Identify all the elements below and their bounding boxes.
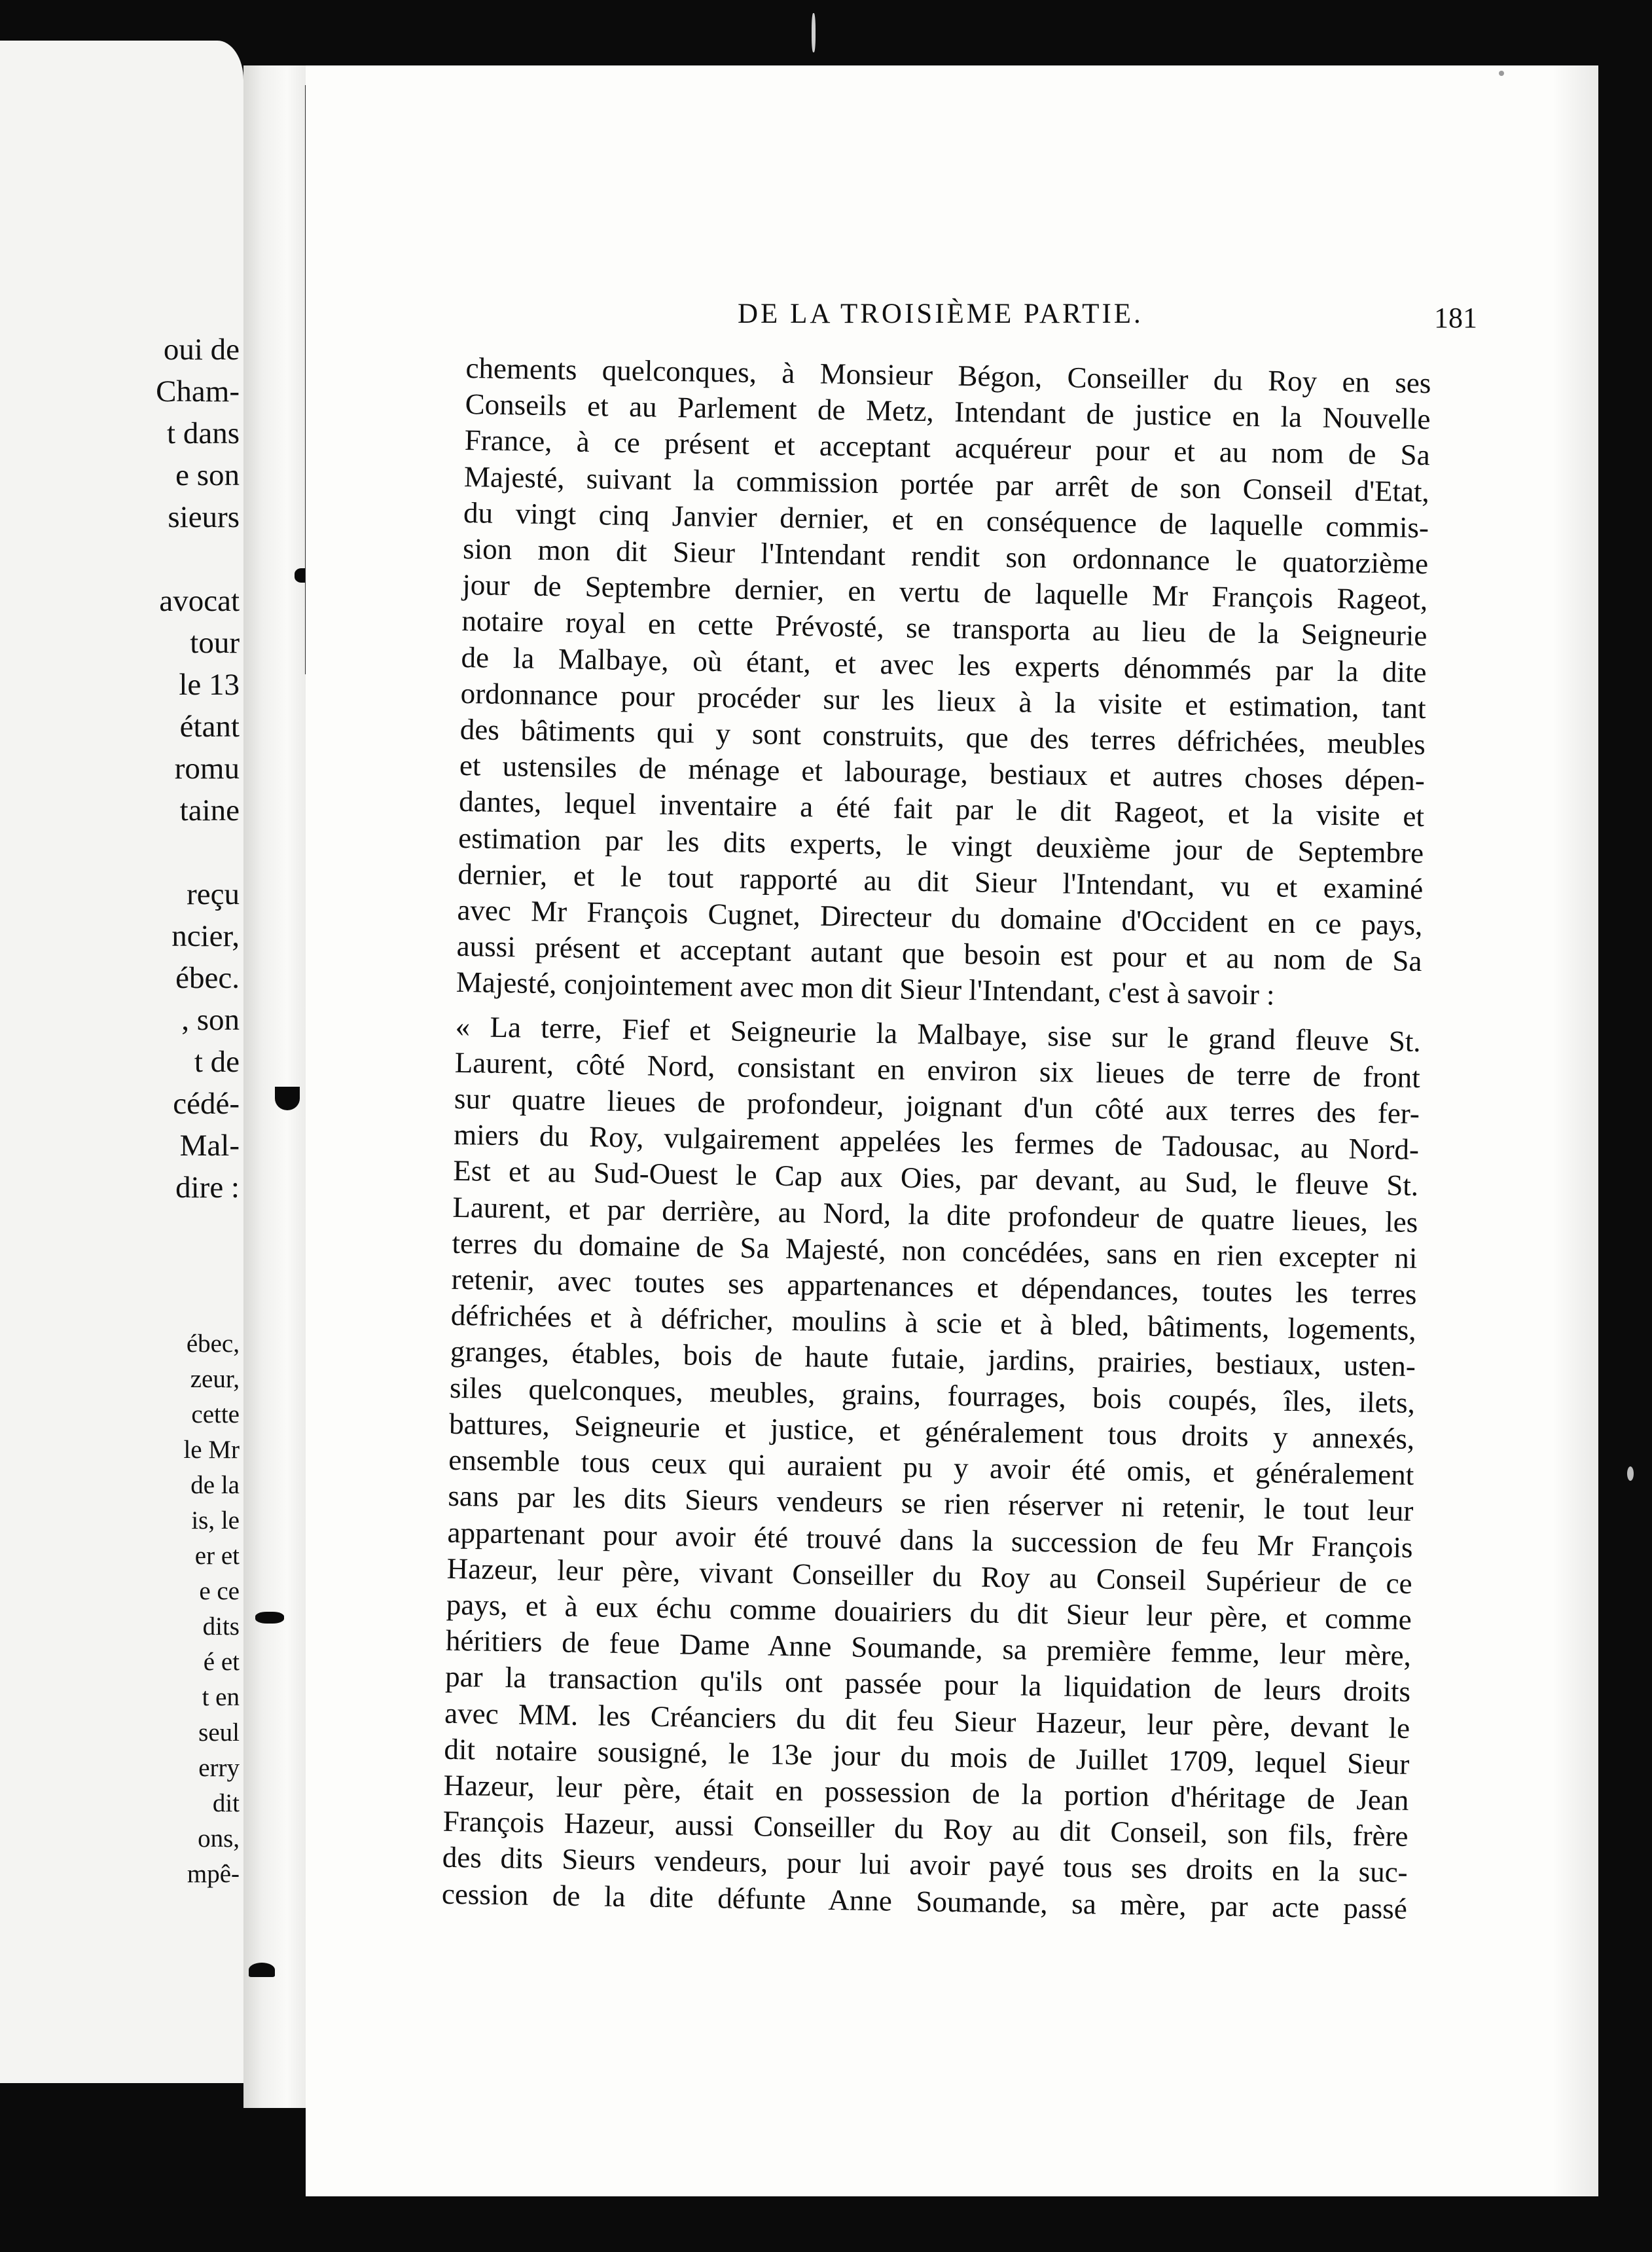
text-line: Laurent, côté Nord, consistant en environ six lieues de terre de front [454,1045,1421,1094]
left-footnote-line: ons, [198,1825,240,1853]
text-line: Hazeur, leur père, était en possession de la portion d'héritage de Jean [443,1768,1409,1817]
text-line: aussi présent et acceptant autant que besoin est pour et au nom de Sa [456,930,1422,978]
text-line: François Hazeur, aussi Conseiller du Roy au dit Conseil, son fils, frère [442,1804,1409,1853]
left-page-text [156,329,240,1892]
left-footnote-line: é et [203,1648,240,1676]
text-line: chements quelconques, à Monsieur Bégon, Conseiller du Roy en ses [465,351,1431,400]
left-footnote-line: e ce [199,1577,240,1605]
left-line: tour [190,626,240,660]
text-line: dernier, et le tout rapporté au dit Sieur l'Intendant, vu et examiné [458,857,1424,905]
left-line: étant [179,710,240,744]
left-line: Cham- [156,374,240,409]
scan-artifact [1627,1466,1634,1481]
text-line: du vingt cinq Janvier dernier, et en conséquence de laquelle commis- [463,496,1429,544]
left-line: ébec. [175,961,240,995]
text-line: battures, Seigneurie et justice, et généralement tous droits y annexés, [448,1407,1415,1455]
scan-artifact [812,13,816,52]
left-line: dire : [175,1171,240,1205]
text-line: « La terre, Fief et Seigneurie la Malbaye, sise sur le grand fleuve St. [455,1009,1421,1058]
text-line: jour de Septembre dernier, en vertu de laquelle Mr François Rageot, [461,568,1428,617]
left-line: t dans [167,416,240,450]
left-line-blank [156,831,240,873]
text-line: ensemble tous ceux qui auraient pu y avoir été omis, et généralement [448,1443,1414,1492]
text-line: dantes, lequel inventaire a été fait par le dit Rageot, et la visite et [458,785,1425,833]
text-line: sion mon dit Sieur l'Intendant rendit son ordonnance le quatorzième [462,532,1429,581]
text-line: siles quelconques, meubles, grains, fourrages, bois coupés, îles, ilets, [449,1371,1416,1419]
text-line: Majesté, suivant la commission portée par arrêt de son Conseil d'Etat, [463,460,1430,508]
text-line: Est et au Sud-Ouest le Cap aux Oies, par devant, au Sud, le fleuve St. [452,1154,1419,1203]
left-line: t de [194,1045,240,1079]
left-line: le 13 [179,668,240,702]
binding-mark [275,1087,300,1110]
left-line: avocat [159,584,240,618]
text-line: avec MM. les Créanciers du dit feu Sieur Hazeur, leur père, devant le [444,1696,1410,1745]
right-page [306,65,1598,2196]
text-line: terres du domaine de Sa Majesté, non concédées, sans en rien excepter ni [452,1226,1418,1275]
left-footnote-line: is, le [191,1506,240,1535]
left-footnote-line: erry [198,1754,240,1782]
text-line: retenir, avec toutes ses appartenances et dépendances, toutes les terres [451,1262,1417,1311]
left-line: ncier, [171,919,240,953]
left-line-blank [156,538,240,580]
text-line: dit notaire sousigné, le 13e jour du mois de Juillet 1709, lequel Sieur [444,1732,1410,1781]
left-line: cédé- [173,1087,240,1121]
left-facing-page [0,41,243,2083]
text-line: miers du Roy, vulgairement appelées les fermes de Tadousac, au Nord- [453,1118,1420,1167]
left-footnote-line: zeur, [190,1365,240,1393]
text-line: sans par les dits Sieurs vendeurs se rien réserver ni retenir, le tout leur [448,1480,1414,1528]
text-line: Hazeur, leur père, vivant Conseiller du Roy au Conseil Supérieur de ce [446,1552,1412,1600]
text-line: Laurent, et par derrière, au Nord, la dite profondeur de quatre lieues, les [452,1190,1418,1239]
left-gap [156,1208,240,1326]
text-line: héritiers de feue Dame Anne Soumande, sa première femme, leur mère, [445,1624,1412,1673]
left-footnote-line: cette [191,1400,240,1428]
left-footnote-line: mpê- [187,1860,240,1888]
text-line: défrichées et à défricher, moulins à scie et à bled, bâtiments, logements, [450,1299,1417,1347]
left-line: taine [179,793,240,827]
text-line: appartenant pour avoir été trouvé dans la succession de feu Mr François [447,1516,1413,1564]
text-line: estimation par les dits experts, le vingt deuxième jour de Septembre [458,821,1424,869]
text-line: des dits Sieurs vendeurs, pour lui avoir payé tous ses droits en la suc- [442,1841,1409,1889]
left-footnote-line: de la [190,1471,240,1499]
left-footnote-line: t en [202,1683,240,1711]
text-line: et ustensiles de ménage et labourage, bestiaux et autres choses dépen- [459,749,1426,797]
scan-artifact [1499,71,1504,76]
left-line: , son [181,1003,240,1037]
left-footnote-line: er et [194,1542,240,1570]
text-line: Conseils et au Parlement de Metz, Intendant de justice en la Nouvelle [465,388,1431,436]
left-line: Mal- [179,1129,240,1163]
left-line: e son [175,458,240,492]
text-line: cession de la dite défunte Anne Soumande, sa mère, par acte passé [441,1877,1408,1925]
left-footnote-line: dits [202,1612,240,1641]
text-line: avec Mr François Cugnet, Directeur du domaine d'Occident en ce pays, [457,893,1423,942]
left-footnote-line: dit [212,1789,240,1817]
text-line: ordonnance pour procéder sur les lieux à la visite et estimation, tant [460,676,1426,725]
text-line: Majesté, conjointement avec mon dit Sieur l'Intendant, c'est à savoir : [456,966,1275,1011]
left-footnote-line: le Mr [183,1436,240,1464]
page-body-text [442,350,1431,1927]
page-number: 181 [1434,302,1477,334]
text-line: par la transaction qu'ils ont passée pour la liquidation de leurs droits [444,1660,1411,1709]
left-line: romu [174,752,240,786]
text-line: granges, étables, bois de haute futaie, jardins, prairies, bestiaux, usten- [450,1335,1416,1383]
left-line: oui de [163,333,240,367]
left-footnote-line: seul [198,1718,240,1747]
binding-mark [255,1612,284,1624]
left-line: sieurs [168,500,240,534]
left-line: reçu [187,877,240,911]
text-line: pays, et à eux échu comme douairiers du dit Sieur leur père, et comme [446,1588,1412,1636]
text-line: France, à ce présent et acceptant acquéreur pour et au nom de Sa [464,424,1431,472]
text-line: notaire royal en cette Prévosté, se transporta au lieu de la Seigneurie [461,604,1428,653]
text-line: sur quatre lieues de profondeur, joignant d'un côté aux terres des fer- [454,1081,1420,1131]
binding-mark [249,1963,275,1977]
running-head: DE LA TROISIÈME PARTIE. [738,299,1143,329]
text-line: de la Malbaye, où étant, et avec les experts dénommés par la dite [461,640,1427,689]
text-line: des bâtiments qui y sont construits, que des terres défrichées, meubles [459,712,1426,761]
left-footnote-line: ébec, [186,1330,240,1358]
